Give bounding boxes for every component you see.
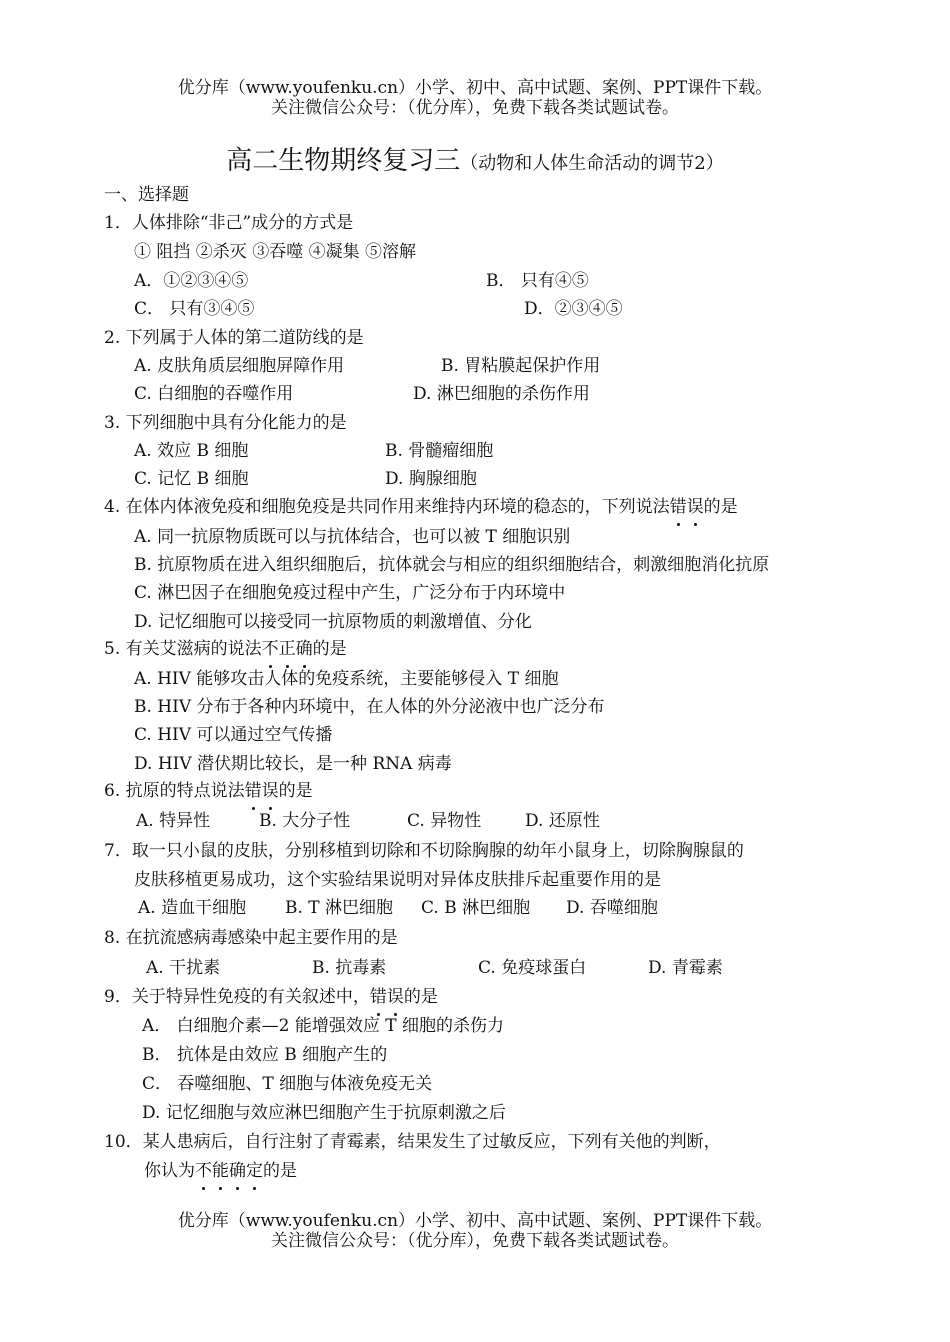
q9-option-d: D. 记忆细胞与效应淋巴细胞产生于抗原刺激之后	[142, 1103, 506, 1123]
section-heading: 一、选择题	[104, 185, 189, 205]
footer-line-2: 关注微信公众号：（优分库），免费下载各类试题试卷。	[271, 1231, 679, 1251]
q4-option-c: C. 淋巴因子在细胞免疫过程中产生，广泛分布于内环境中	[134, 583, 566, 603]
emphasis-mark: 误	[386, 987, 404, 1007]
q9-stem-text: 9．关于特异性免疫的有关叙述中，	[104, 987, 370, 1007]
q4-option-b: B. 抗原物质在进入组织细胞后，抗体就会与相应的组织细胞结合，刺激细胞消化抗原	[134, 555, 770, 575]
q7-stem-line-2: 皮肤移植更易成功，这个实验结果说明对异体皮肤排斥起重要作用的是	[134, 870, 661, 890]
q5-stem	[104, 638, 347, 660]
q5-option-c: C. HIV 可以通过空气传播	[134, 725, 333, 745]
q3-stem: 3. 下列细胞中具有分化能力的是	[104, 413, 347, 433]
q7-option-d: D. 吞噬细胞	[566, 898, 658, 918]
q2-option-d: D. 淋巴细胞的杀伤作用	[413, 384, 590, 404]
q2-option-c: C. 白细胞的吞噬作用	[134, 384, 294, 404]
emphasis-mark: 能	[212, 1161, 229, 1181]
q10-stem-end: 的是	[263, 1161, 297, 1181]
emphasis-mark: 错	[669, 497, 687, 517]
q5-stem-end: 的是	[312, 639, 347, 659]
emphasis-mark: 不	[195, 1161, 212, 1181]
q9-stem	[104, 986, 438, 1008]
q5-option-d: D. HIV 潜伏期比较长，是一种 RNA 病毒	[134, 754, 452, 774]
q1-option-c: C． 只有③④⑤	[134, 299, 255, 319]
q8-option-c: C. 免疫球蛋白	[478, 958, 587, 978]
q9-option-b: B． 抗体是由效应 B 细胞产生的	[142, 1045, 388, 1065]
footer-line-1: 优分库（www.youfenku.cn）小学、初中、高中试题、案例、PPT课件下载。	[177, 1211, 773, 1231]
q6-option-b: B. 大分子性	[259, 811, 351, 831]
q7-option-a: A. 造血干细胞	[138, 898, 247, 918]
q10-stem-text: 你认为	[144, 1161, 195, 1181]
q4-option-a: A. 同一抗原物质既可以与抗体结合，也可以被 T 细胞识别	[134, 527, 571, 547]
q4-stem-text: 4. 在体内体液免疫和细胞免疫是共同作用来维持内环境的稳态的，下列说法	[104, 497, 670, 517]
q5-option-b: B. HIV 分布于各种内环境中，在人体的外分泌液中也广泛分布	[134, 697, 605, 717]
q10-stem-line-1: 10．某人患病后，自行注射了青霉素，结果发生了过敏反应，下列有关他的判断，	[104, 1132, 721, 1152]
q10-stem-line-2	[144, 1160, 297, 1182]
q4-option-d: D. 记忆细胞可以接受同一抗原物质的刺激增值、分化	[134, 612, 532, 632]
q4-stem-end: 的是	[703, 497, 738, 517]
emphasis-mark: 误	[686, 497, 704, 517]
q3-option-c: C. 记忆 B 细胞	[134, 469, 249, 489]
q8-option-d: D. 青霉素	[648, 958, 723, 978]
emphasis-mark: 错	[244, 781, 262, 801]
q1-option-d: D．②③④⑤	[524, 299, 623, 319]
q9-stem-end: 的是	[403, 987, 438, 1007]
q1-items: ① 阻挡 ②杀灭 ③吞噬 ④凝集 ⑤溶解	[134, 242, 417, 262]
q3-option-a: A. 效应 B 细胞	[134, 441, 249, 461]
q1-stem: 1．人体排除“非己”成分的方式是	[104, 213, 354, 233]
q8-option-a: A. 干扰素	[146, 958, 221, 978]
header-line-2: 关注微信公众号：（优分库），免费下载各类试题试卷。	[271, 98, 679, 118]
title-sub: （动物和人体生命活动的调节2）	[460, 153, 724, 174]
header-line-1: 优分库（www.youfenku.cn）小学、初中、高中试题、案例、PPT课件下载。	[177, 78, 773, 98]
q6-option-c: C. 异物性	[407, 811, 482, 831]
q2-stem: 2. 下列属于人体的第二道防线的是	[104, 328, 364, 348]
q6-stem	[104, 780, 313, 802]
emphasis-mark: 确	[229, 1161, 246, 1181]
q7-stem-line-1: 7．取一只小鼠的皮肤，分别移植到切除和不切除胸腺的幼年小鼠身上，切除胸腺鼠的	[104, 841, 744, 861]
page-title	[0, 140, 950, 177]
q6-stem-text: 6. 抗原的特点说法	[104, 781, 245, 801]
q6-stem-end: 的是	[278, 781, 313, 801]
q3-option-d: D. 胸腺细胞	[385, 469, 477, 489]
q3-option-b: B. 骨髓瘤细胞	[385, 441, 494, 461]
q2-option-b: B. 胃粘膜起保护作用	[441, 356, 601, 376]
title-main: 高二生物期终复习三	[226, 146, 461, 176]
q8-stem: 8. 在抗流感病毒感染中起主要作用的是	[104, 928, 398, 948]
q8-option-b: B. 抗毒素	[312, 958, 387, 978]
q6-option-d: D. 还原性	[525, 811, 600, 831]
q2-option-a: A. 皮肤角质层细胞屏障作用	[134, 356, 345, 376]
q7-option-c: C. B 淋巴细胞	[421, 898, 531, 918]
emphasis-mark: 错	[369, 987, 387, 1007]
q9-option-a: A． 白细胞介素—2 能增强效应 T 细胞的杀伤力	[142, 1016, 505, 1036]
q9-option-c: C． 吞噬细胞、T 细胞与体液免疫无关	[142, 1074, 433, 1094]
q6-option-a: A. 特异性	[136, 811, 211, 831]
emphasis-mark: 不	[261, 639, 279, 659]
q4-stem	[104, 496, 738, 518]
q5-stem-text: 5. 有关艾滋病的说法	[104, 639, 262, 659]
emphasis-mark: 误	[261, 781, 279, 801]
q1-option-b: B． 只有④⑤	[486, 271, 589, 291]
q7-option-b: B. T 淋巴细胞	[285, 898, 394, 918]
q1-option-a: A．①②③④⑤	[134, 271, 249, 291]
emphasis-mark: 正	[278, 639, 296, 659]
emphasis-mark: 定	[246, 1161, 263, 1181]
q5-option-a: A. HIV 能够攻击人体的免疫系统，主要能够侵入 T 细胞	[134, 669, 559, 689]
emphasis-mark: 确	[295, 639, 313, 659]
